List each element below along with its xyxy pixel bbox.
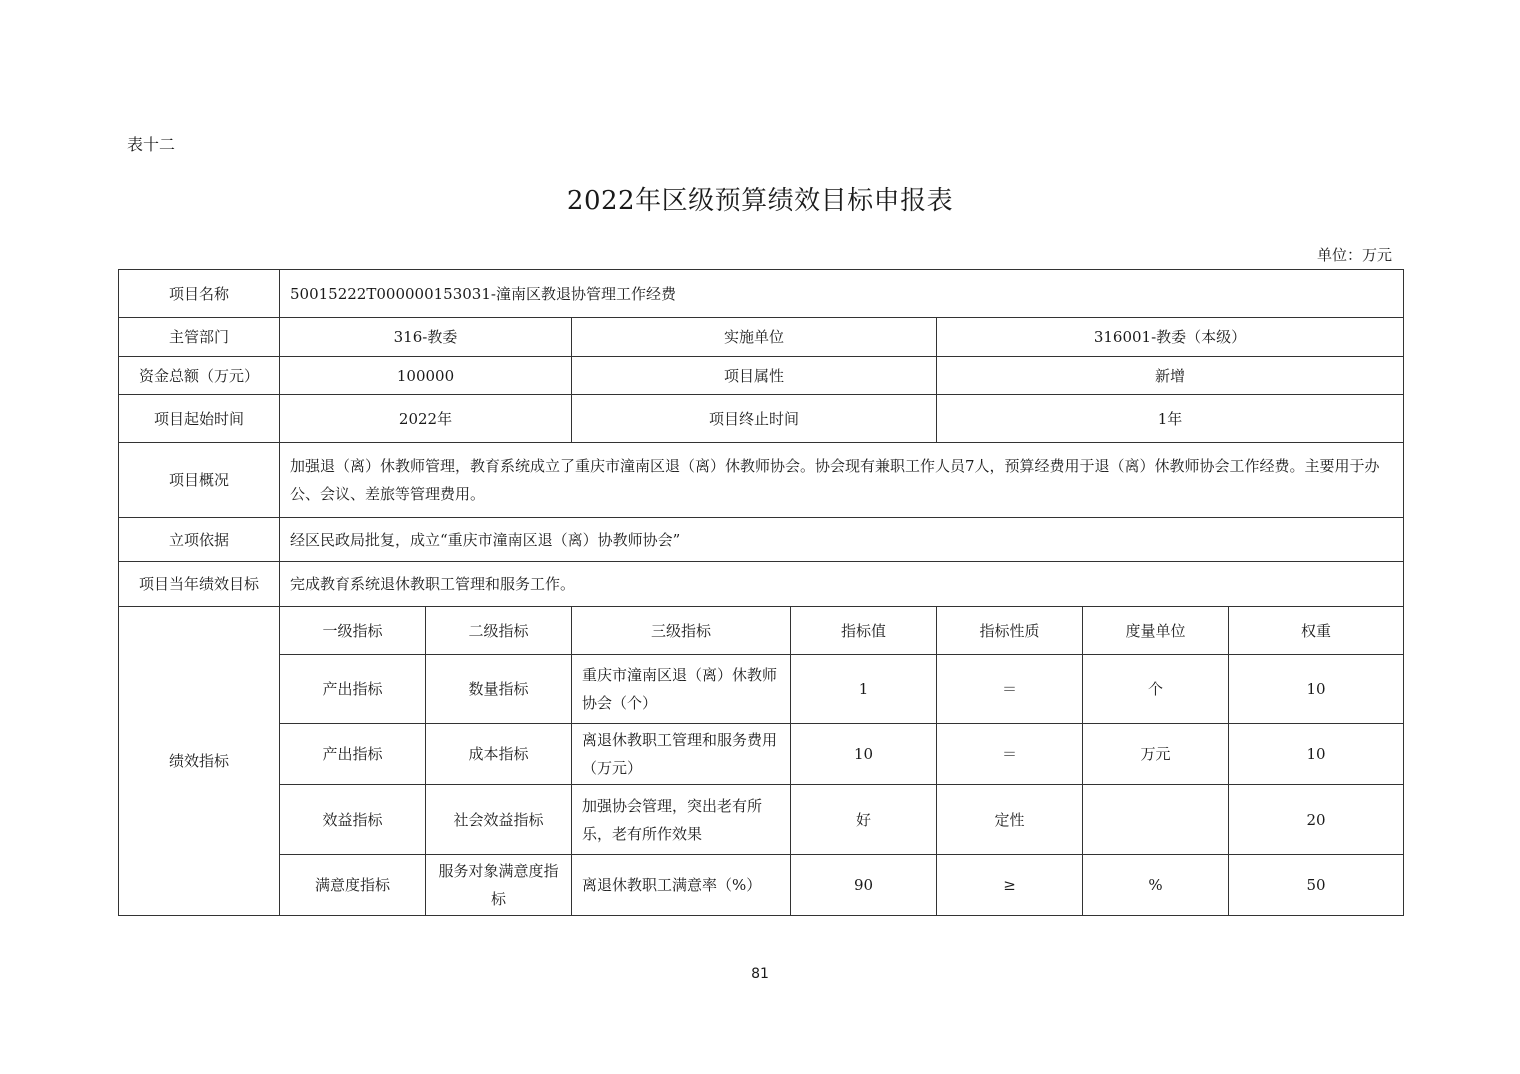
end-label: 项目终止时间: [572, 395, 937, 443]
impl-value: 316001-教委（本级）: [937, 318, 1404, 357]
indicator-unit: [1083, 785, 1229, 855]
indicator-weight: 20: [1229, 785, 1404, 855]
indicator-row: [119, 724, 1404, 785]
indicator-value: 10: [791, 724, 937, 785]
indicator-level2: 服务对象满意度指标: [426, 855, 572, 916]
row-period: [119, 395, 1404, 443]
header-level3: 三级指标: [572, 607, 791, 655]
header-weight: 权重: [1229, 607, 1404, 655]
indicator-level2: 成本指标: [426, 724, 572, 785]
indicator-nature: ＝: [937, 724, 1083, 785]
indicator-value: 1: [791, 655, 937, 724]
start-label: 项目起始时间: [119, 395, 280, 443]
row-basis: [119, 518, 1404, 562]
row-goal: [119, 562, 1404, 607]
header-level2: 二级指标: [426, 607, 572, 655]
indicator-weight: 10: [1229, 655, 1404, 724]
end-value: 1年: [937, 395, 1404, 443]
project-name-label: 项目名称: [119, 270, 280, 318]
row-project-name: [119, 270, 1404, 318]
start-value: 2022年: [280, 395, 572, 443]
header-nature: 指标性质: [937, 607, 1083, 655]
indicator-value: 好: [791, 785, 937, 855]
attr-label: 项目属性: [572, 357, 937, 395]
indicator-unit: 个: [1083, 655, 1229, 724]
indicator-level3: 加强协会管理，突出老有所乐，老有所作效果: [572, 785, 791, 855]
indicator-unit: %: [1083, 855, 1229, 916]
indicator-level1: 产出指标: [280, 724, 426, 785]
indicator-unit: 万元: [1083, 724, 1229, 785]
indicator-level1: 效益指标: [280, 785, 426, 855]
indicator-row: [119, 785, 1404, 855]
row-overview: [119, 443, 1404, 518]
indicator-header-row: [119, 607, 1404, 655]
goal-value: 完成教育系统退休教职工管理和服务工作。: [280, 562, 1404, 607]
indicator-row: [119, 655, 1404, 724]
header-level1: 一级指标: [280, 607, 426, 655]
row-funds: [119, 357, 1404, 395]
indicator-level3: 离退休教职工管理和服务费用（万元）: [572, 724, 791, 785]
row-department: [119, 318, 1404, 357]
funds-label: 资金总额（万元）: [119, 357, 280, 395]
indicator-weight: 50: [1229, 855, 1404, 916]
attr-value: 新增: [937, 357, 1404, 395]
page-number: 81: [751, 966, 769, 982]
indicator-level2: 社会效益指标: [426, 785, 572, 855]
dept-label: 主管部门: [119, 318, 280, 357]
indicator-nature: ≥: [937, 855, 1083, 916]
indicator-level2: 数量指标: [426, 655, 572, 724]
project-name-value: 50015222T000000153031-潼南区教退协管理工作经费: [280, 270, 1404, 318]
document-title: 2022年区级预算绩效目标申报表: [566, 186, 954, 216]
dept-value: 316-教委: [280, 318, 572, 357]
impl-label: 实施单位: [572, 318, 937, 357]
overview-value: 加强退（离）休教师管理，教育系统成立了重庆市潼南区退（离）休教师协会。协会现有兼职工作人员7人，预算经费用于退（离）休教师协会工作经费。主要用于办公、会议、差旅等管理费用。: [280, 443, 1404, 518]
overview-label: 项目概况: [119, 443, 280, 518]
goal-label: 项目当年绩效目标: [119, 562, 280, 607]
budget-performance-table: [118, 269, 1404, 916]
funds-value: 100000: [280, 357, 572, 395]
indicator-row: [119, 855, 1404, 916]
indicator-level3: 离退休教职工满意率（%）: [572, 855, 791, 916]
header-unit: 度量单位: [1083, 607, 1229, 655]
indicator-level1: 产出指标: [280, 655, 426, 724]
indicators-section-label: 绩效指标: [119, 607, 280, 916]
basis-value: 经区民政局批复，成立“重庆市潼南区退（离）协教师协会”: [280, 518, 1404, 562]
unit-note: 单位：万元: [1316, 246, 1392, 264]
indicator-level1: 满意度指标: [280, 855, 426, 916]
table-number: 表十二: [127, 135, 176, 154]
indicator-level3: 重庆市潼南区退（离）休教师协会（个）: [572, 655, 791, 724]
indicator-nature: 定性: [937, 785, 1083, 855]
header-value: 指标值: [791, 607, 937, 655]
indicator-value: 90: [791, 855, 937, 916]
indicator-nature: ＝: [937, 655, 1083, 724]
indicator-weight: 10: [1229, 724, 1404, 785]
basis-label: 立项依据: [119, 518, 280, 562]
